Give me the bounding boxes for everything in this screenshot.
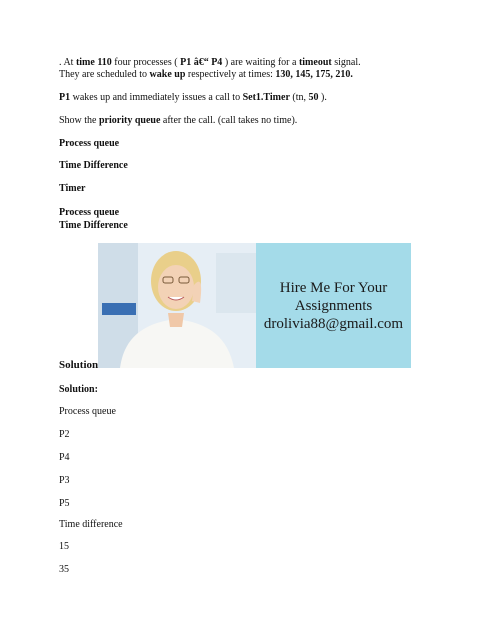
- text: . At: [59, 57, 76, 68]
- text: ) are waiting for a: [222, 57, 299, 68]
- ad-line-1: Hire Me For Your: [279, 279, 388, 296]
- question-line-4: [59, 115, 297, 127]
- time-value: time 110: [75, 57, 112, 68]
- text: (tn,: [289, 92, 309, 103]
- arg-value: 50: [308, 92, 319, 103]
- solution-time-diff-2: 35: [59, 564, 69, 575]
- text: after the call. (call takes no time).: [160, 115, 298, 126]
- question-line-3: [59, 92, 327, 104]
- ad-line-2: Assignments: [294, 297, 373, 314]
- process-range: P1 â€“ P4: [180, 57, 223, 68]
- question-line-2: [59, 69, 353, 81]
- text: four processes (: [111, 57, 181, 68]
- ad-email: drolivia88@gmail.com: [263, 315, 404, 332]
- solution-process-p4: P4: [59, 452, 70, 463]
- function-call: Set1.Timer: [242, 92, 290, 103]
- ad-text-box: [256, 243, 411, 368]
- label-process-queue: Process queue: [59, 138, 120, 149]
- solution-heading: Solution: [59, 359, 99, 371]
- text: They are scheduled to: [59, 69, 150, 80]
- priority-queue-keyword: priority queue: [99, 115, 161, 126]
- solution-time-difference-label: Time difference: [59, 519, 123, 530]
- solution-process-p3: P3: [59, 475, 70, 486]
- label-time-difference: Time Difference: [59, 160, 128, 171]
- solution-subheading: Solution:: [59, 384, 98, 395]
- text: respectively at times:: [185, 69, 276, 80]
- process-p1: P1: [59, 92, 71, 103]
- wake-keyword: wake up: [149, 69, 186, 80]
- solution-process-queue-label: Process queue: [59, 406, 116, 417]
- solution-process-p2: P2: [59, 429, 70, 440]
- solution-time-diff-1: 15: [59, 541, 69, 552]
- text: wakes up and immediately issues a call to: [70, 92, 243, 103]
- question-line-1: [59, 57, 361, 69]
- advertisement-banner: [98, 243, 411, 368]
- text: ).: [318, 92, 327, 103]
- label-timer: Timer: [59, 183, 86, 194]
- text: signal.: [331, 57, 361, 68]
- solution-process-p5: P5: [59, 498, 70, 509]
- timeout-keyword: timeout: [298, 57, 332, 68]
- label-time-difference-2: Time Difference: [59, 220, 128, 231]
- label-process-queue-2: Process queue: [59, 207, 120, 218]
- woman-photo: [98, 243, 256, 368]
- text: Show the: [59, 115, 99, 126]
- wake-times: 130, 145, 175, 210.: [275, 69, 353, 80]
